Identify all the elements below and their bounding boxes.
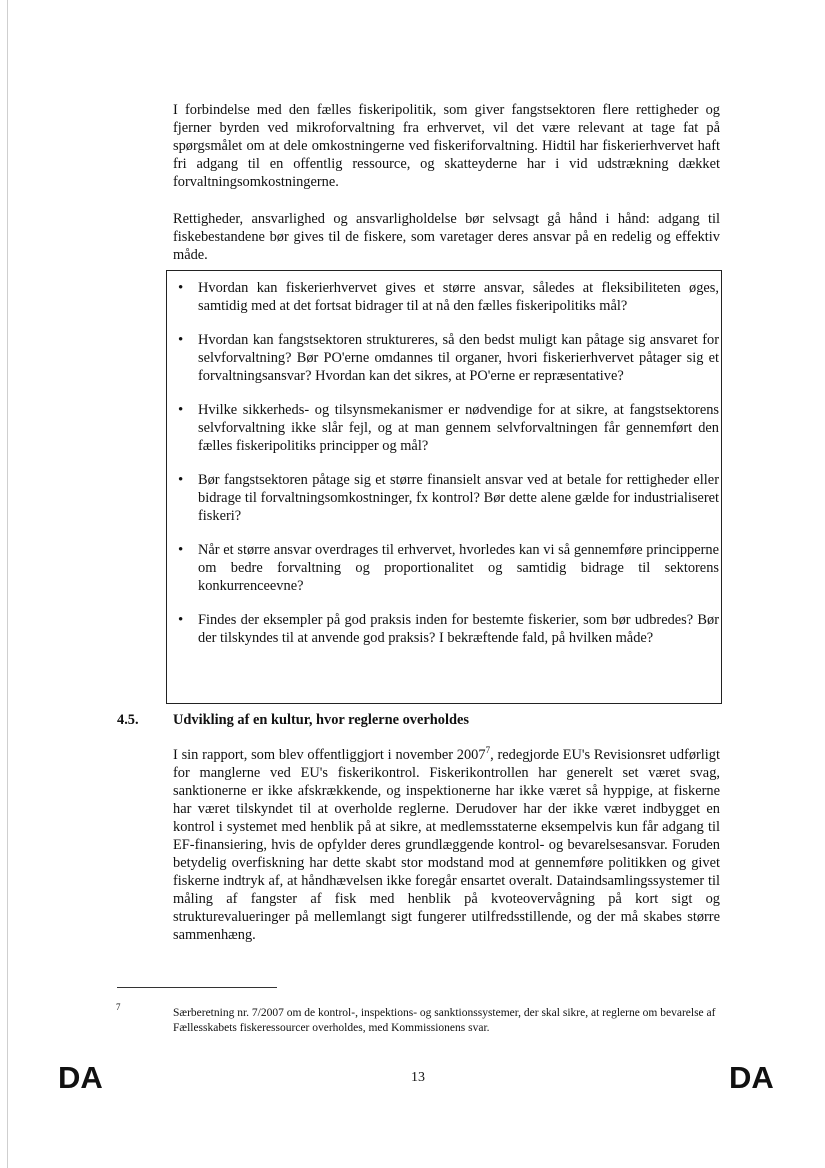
- language-code-right: DA: [729, 1060, 774, 1095]
- questions-list: [175, 279, 719, 647]
- footnote-text: Særberetning nr. 7/2007 om de kontrol-, inspektions- og sanktionssystemer, der skal sikre, at reglerne om bevarelse af Fællesskabets fiskeressourcer overholdes, med Kommissionens svar.: [173, 1007, 716, 1034]
- paragraph-rights-responsibility: Rettigheder, ansvarlighed og ansvarligholdelse bør selvsagt gå hånd i hånd: adgang til fiskebestandene bør gives til de fiskere, som varetager deres ansvar på en redelig og effektiv måde.: [173, 211, 720, 263]
- paragraph-text-start: I sin rapport, som blev offentliggjort i november 2007: [173, 747, 486, 763]
- paragraph-text-rest: , redegjorde EU's Revisionsret udførligt for manglerne ved EU's fiskerikontrol. Fiskerikontrollen har generelt set været svag, sanktionerne er ikke afskrækkende, og inspektionerne har ikke været så hyppige, at fiskerne har været tilskyndet til at overholde reglerne. Derudover har der ikke været indbygget en kontrol i systemet med henblik på at sikre, at medlemsstaterne eksempelvis kun får adgang til EF-finansiering, hvis de opfylder deres grundlæggende kontrol- og bevarelsesansvar. Foruden betydelig overfiskning har dette skabt stor modstand mod at gennemføre politikken og givet fiskerne indtryk af, at håndhævelsen ikke foregår ensartet overalt. Dataindsamlingssystemer til måling af fangster af fisk med henblik på kvoteovervågning på kort sigt og strukturevalueringer på mellemlangt sigt fungerer utilfredsstillende, og der må skabes større sammenhæng.: [173, 747, 720, 943]
- question-item: • Bør fangstsektoren påtage sig et større finansielt ansvar ved at betale for rettigheder eller bidrage til forvaltningsomkostninger, fx kontrol? Bør dette alene gælde for industrialiseret fiskeri?: [175, 471, 719, 525]
- paragraph-audit-report: [173, 746, 720, 944]
- question-item: • Når et større ansvar overdrages til erhvervet, hvorledes kan vi så gennemføre principperne om bedre forvaltning og proportionalitet og samtidig bidrage til sektorens konkurrenceevne?: [175, 541, 719, 595]
- question-item: • Findes der eksempler på god praksis inden for bestemte fiskerier, som bør udbredes? Bør der tilskyndes til at anvende god praksis? I bekræftende fald, på hvilken måde?: [175, 611, 719, 647]
- section-heading: Udvikling af en kultur, hvor reglerne overholdes: [173, 712, 469, 728]
- language-code-left: DA: [58, 1060, 103, 1095]
- page-left-edge-line: [7, 0, 8, 1168]
- footnote-reference[interactable]: 7: [485, 745, 491, 756]
- questions-box: [166, 270, 722, 704]
- question-item: • Hvilke sikkerheds- og tilsynsmekanismer er nødvendige for at sikre, at fangstsektorens selvforvaltning ikke slår fejl, og at man gennem selvforvaltningen får gennemført den fælles fiskeripolitiks principper og mål?: [175, 401, 719, 455]
- question-item: • Hvordan kan fiskerierhvervet gives et større ansvar, således at fleksibiliteten øges, samtidig med at det fortsat bidrager til at nå den fælles fiskeripolitiks mål?: [175, 279, 719, 315]
- footnote-separator: [117, 987, 277, 988]
- question-item: • Hvordan kan fangstsektoren struktureres, så den bedst muligt kan påtage sig ansvaret for selvforvaltning? Bør PO'erne omdannes til organer, hvori fiskerierhvervet påtager sig et forvaltningsansvar? Hvordan kan det sikres, at PO'erne er repræsentative?: [175, 331, 719, 385]
- section-number: 4.5.: [117, 712, 139, 728]
- footnote-number: 7: [116, 1002, 121, 1012]
- page-number: 13: [411, 1070, 425, 1085]
- paragraph-cost-sharing: I forbindelse med den fælles fiskeripolitik, som giver fangstsektoren flere rettigheder og fjerner byrden ved mikroforvaltning fra erhvervet, vil det være relevant at tage fat på spørgsmålet om at dele omkostningerne ved fiskeriforvaltning. Hidtil har fiskerierhvervet haft fri adgang til en offentlig ressource, og skatteyderne har i vid udstrækning dækket forvaltningsomkostningerne.: [173, 102, 720, 190]
